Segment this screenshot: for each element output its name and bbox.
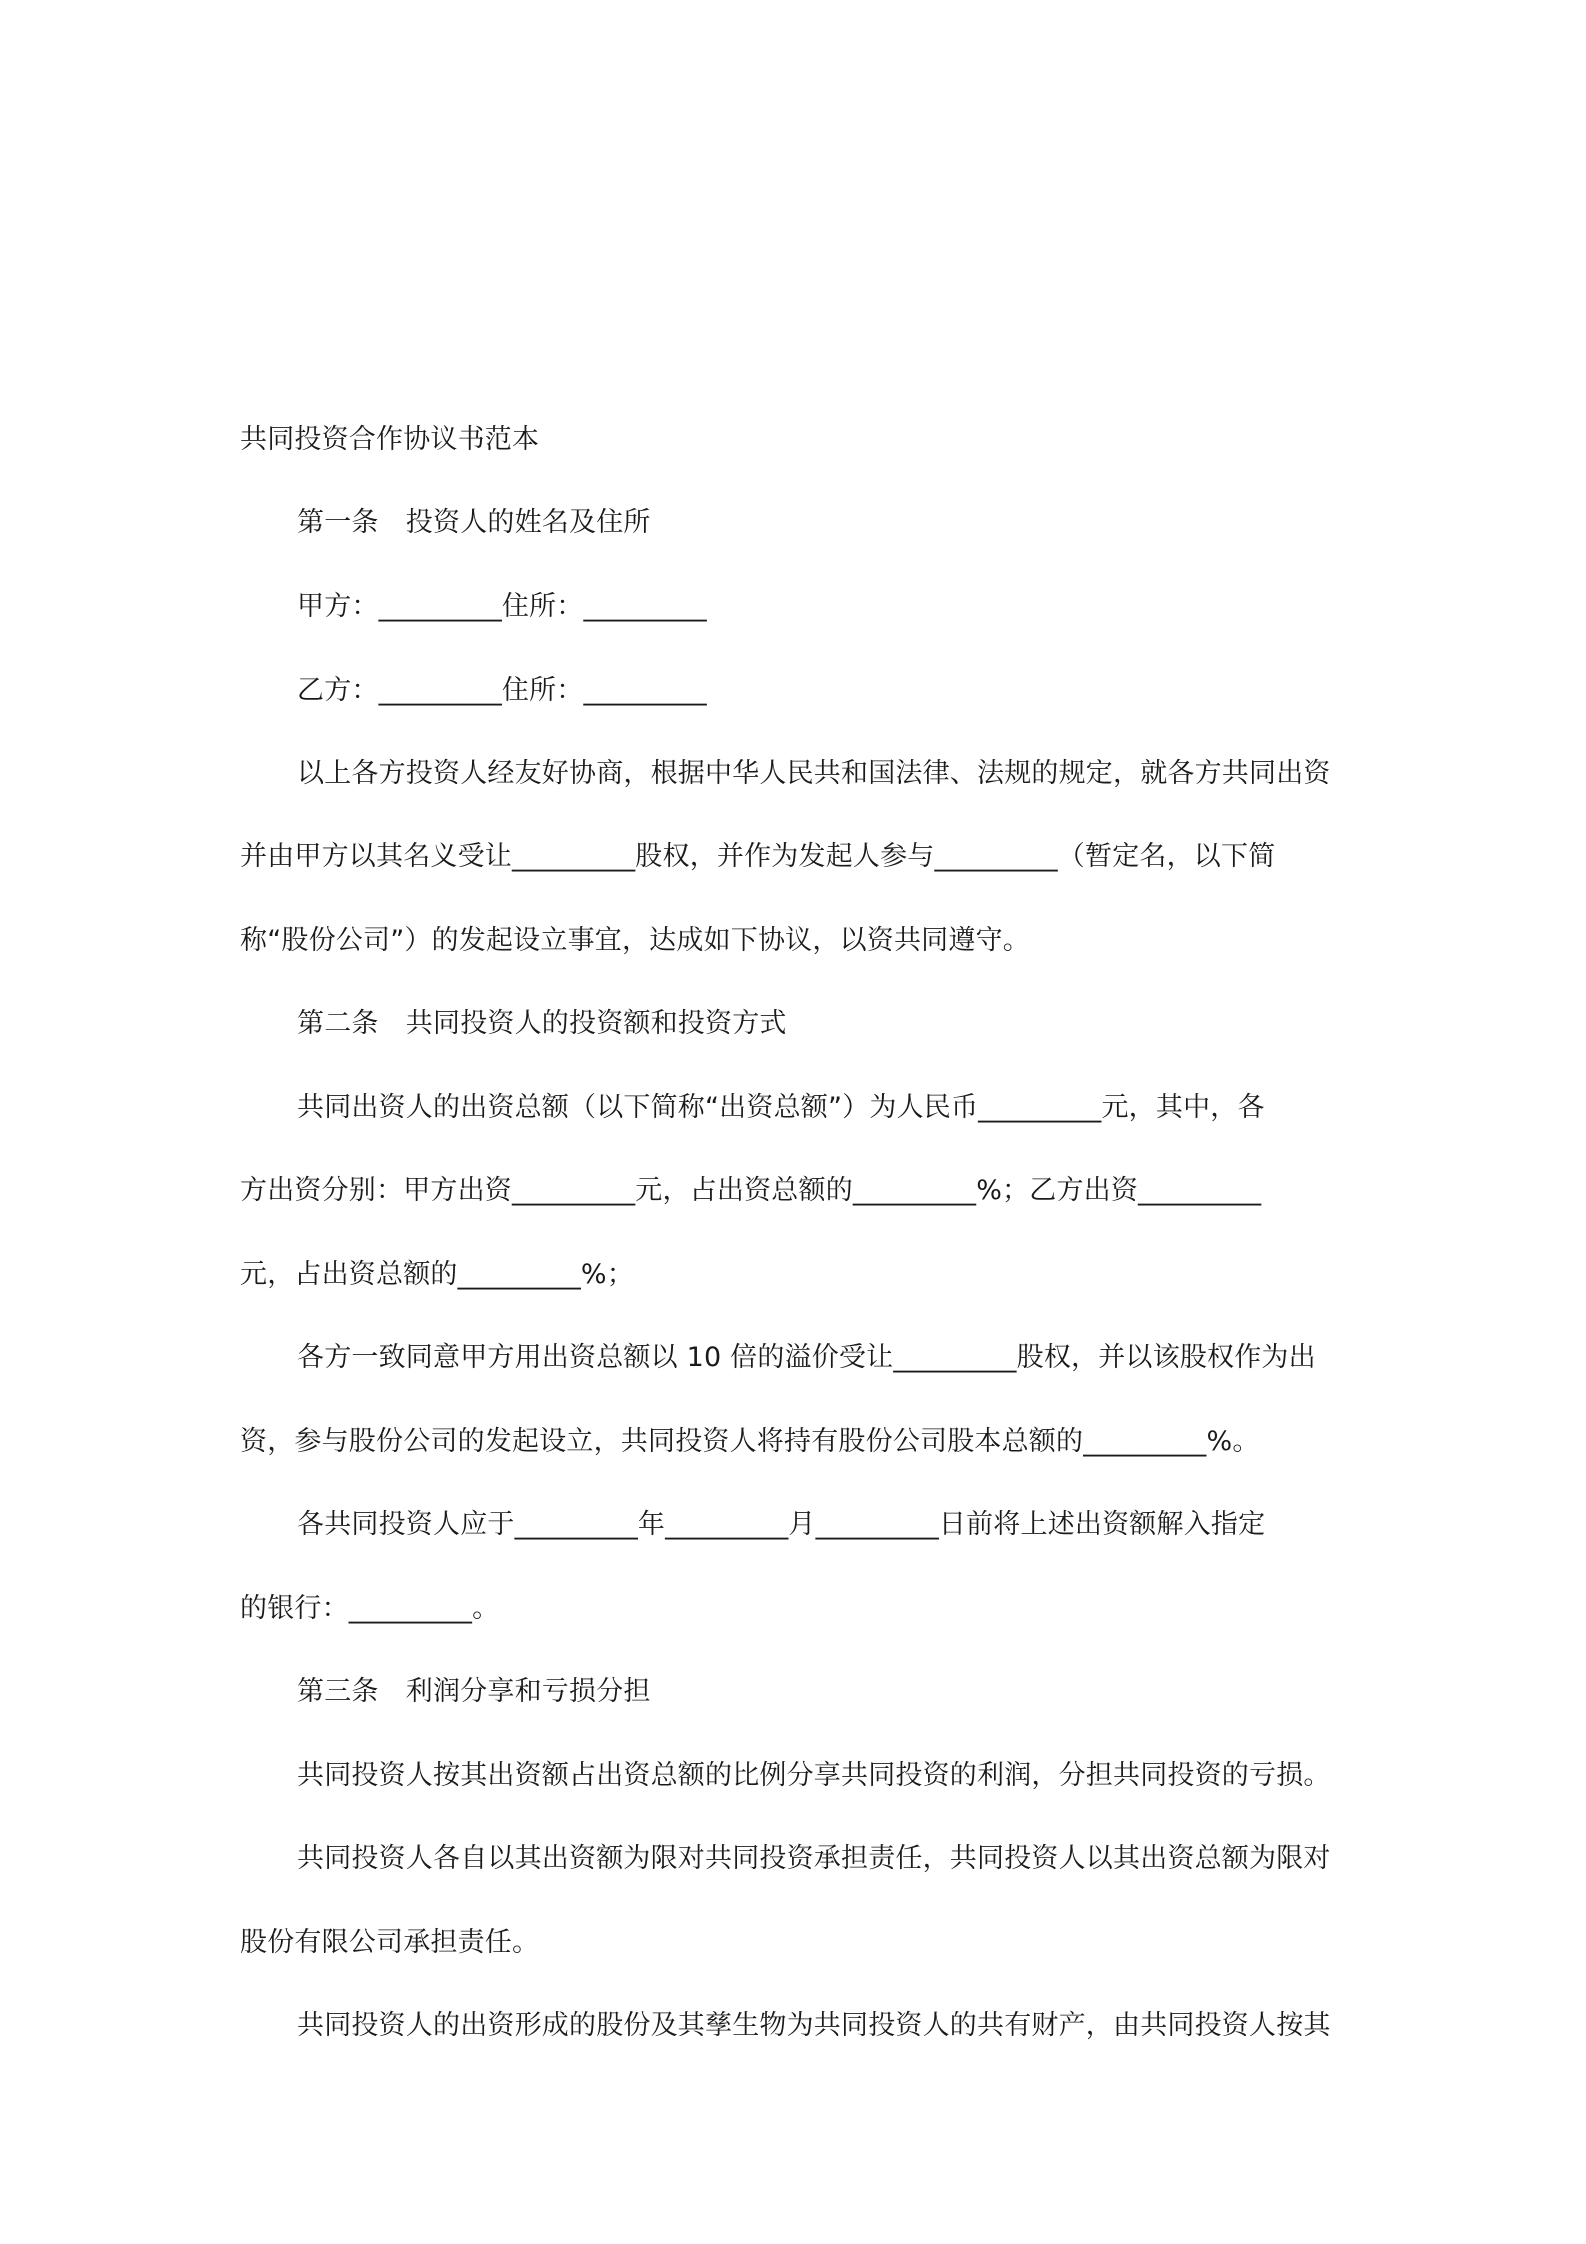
- article-2-heading: 第二条 共同投资人的投资额和投资方式: [297, 1008, 787, 1039]
- paragraph-line: 以上各方投资人经友好协商，根据中华人民共和国法律、法规的规定，就各方共同出资: [297, 758, 1331, 789]
- paragraph-line: 方出资分别：甲方出资_________元，占出资总额的_________%；乙方出资_________: [240, 1175, 1262, 1206]
- paragraph-line: 并由甲方以其名义受让_________股权，并作为发起人参与_________（暂定名，以下简: [240, 841, 1276, 872]
- paragraph-line: 称“股份公司”）的发起设立事宜，达成如下协议，以资共同遵守。: [240, 925, 1030, 956]
- article-1-heading: 第一条 投资人的姓名及住所: [297, 507, 651, 538]
- paragraph-line: 股份有限公司承担责任。: [240, 1927, 540, 1958]
- paragraph-line: 各共同投资人应于_________年_________月_________日前将上述出资额解入指定: [297, 1509, 1266, 1540]
- party-a-line: 甲方：_________住所：_________: [297, 591, 707, 622]
- paragraph-line: 共同投资人的出资形成的股份及其孳生物为共同投资人的共有财产，由共同投资人按其: [297, 2010, 1331, 2041]
- document-title: 共同投资合作协议书范本: [240, 424, 540, 455]
- paragraph-line: 元，占出资总额的_________%；: [240, 1259, 634, 1290]
- article-3-heading: 第三条 利润分享和亏损分担: [297, 1676, 651, 1707]
- paragraph-line: 共同投资人各自以其出资额为限对共同投资承担责任，共同投资人以其出资总额为限对: [297, 1843, 1331, 1874]
- paragraph-line: 共同投资人按其出资额占出资总额的比例分享共同投资的利润，分担共同投资的亏损。: [297, 1760, 1331, 1791]
- paragraph-line: 的银行：_________。: [240, 1593, 500, 1624]
- paragraph-line: 共同出资人的出资总额（以下简称“出资总额”）为人民币_________元，其中，各: [297, 1092, 1265, 1123]
- party-b-line: 乙方：_________住所：_________: [297, 675, 707, 706]
- paragraph-line: 各方一致同意甲方用出资总额以 10 倍的溢价受让_________股权，并以该股权作为出: [297, 1342, 1316, 1373]
- paragraph-line: 资，参与股份公司的发起设立，共同投资人将持有股份公司股本总额的_________%。: [240, 1426, 1260, 1457]
